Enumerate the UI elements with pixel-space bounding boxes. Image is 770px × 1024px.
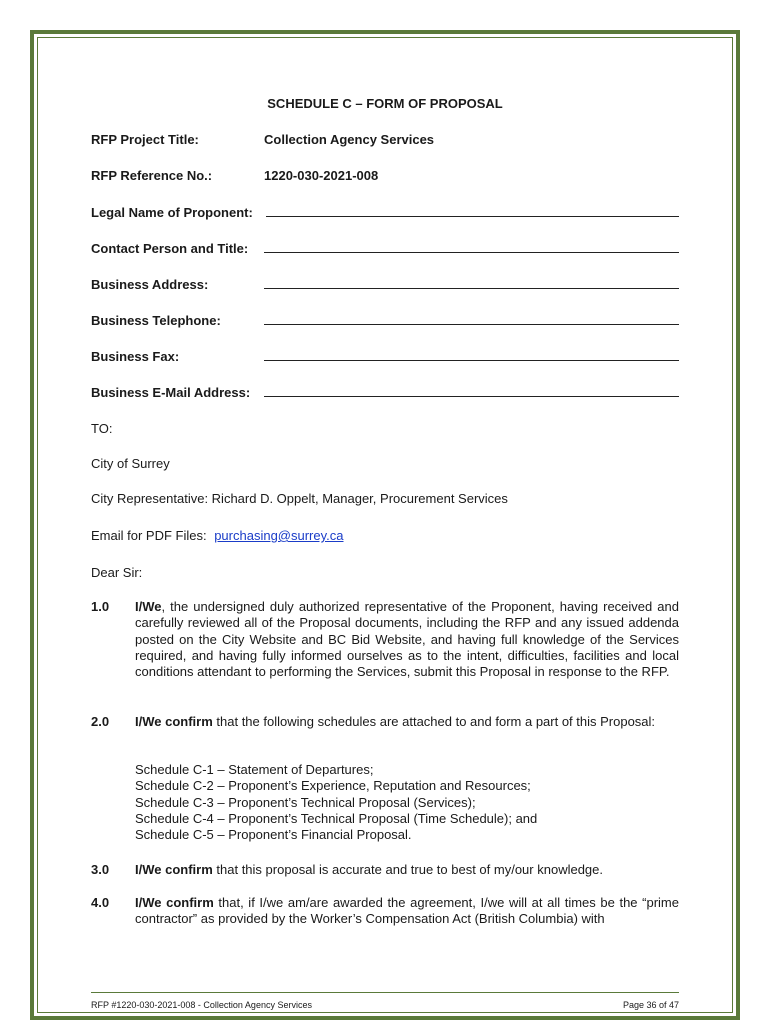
legal-name-field[interactable] xyxy=(266,216,679,217)
document-title: SCHEDULE C – FORM OF PROPOSAL xyxy=(267,96,503,111)
legal-name-label: Legal Name of Proponent: xyxy=(91,205,253,220)
schedule-item: Schedule C-2 – Proponent’s Experience, Reputation and Resources; xyxy=(135,778,531,794)
item-2-number: 2.0 xyxy=(91,714,110,729)
item-4-number: 4.0 xyxy=(91,895,110,910)
reference-value: 1220-030-2021-008 xyxy=(264,168,379,183)
schedule-item: Schedule C-3 – Proponent’s Technical Proposal (Services); xyxy=(135,794,476,810)
address-field[interactable] xyxy=(264,288,679,289)
schedule-item: Schedule C-1 – Statement of Departures; xyxy=(135,762,374,777)
project-title-value: Collection Agency Services xyxy=(264,132,435,147)
footer-divider xyxy=(91,992,679,993)
email-label: Business E-Mail Address: xyxy=(91,385,251,400)
email-pdf-link[interactable]: purchasing@surrey.ca xyxy=(214,528,344,543)
item-1-number: 1.0 xyxy=(91,599,110,614)
footer-page-number: Page 36 of 47 xyxy=(622,1000,679,1010)
item-1-bold: I/We xyxy=(135,599,162,614)
item-4-text xyxy=(135,895,679,928)
item-3-text xyxy=(135,862,679,878)
item-3-body: that this proposal is accurate and true to best of my/our knowledge. xyxy=(212,862,603,877)
fax-field[interactable] xyxy=(264,360,679,361)
item-3-bold: I/We confirm xyxy=(135,862,213,877)
fax-label: Business Fax: xyxy=(91,349,180,364)
schedule-item: Schedule C-5 – Proponent’s Financial Proposal. xyxy=(135,827,412,843)
item-2-bold: I/We confirm xyxy=(135,714,213,729)
contact-field[interactable] xyxy=(264,252,679,253)
item-2-text xyxy=(135,714,679,730)
salutation: Dear Sir: xyxy=(91,565,143,580)
item-1-text xyxy=(135,599,679,680)
reference-label: RFP Reference No.: xyxy=(91,168,213,183)
item-4-bold: I/We confirm xyxy=(135,895,214,910)
city-representative: City Representative: Richard D. Oppelt, Manager, Procurement Services xyxy=(91,491,508,506)
contact-label: Contact Person and Title: xyxy=(91,241,249,256)
address-label: Business Address: xyxy=(91,277,209,292)
project-title-label: RFP Project Title: xyxy=(91,132,199,147)
telephone-field[interactable] xyxy=(264,324,679,325)
schedule-item: Schedule C-4 – Proponent’s Technical Proposal (Time Schedule); and xyxy=(135,810,538,826)
to-label: TO: xyxy=(91,421,113,436)
email-pdf-label: Email for PDF Files: xyxy=(91,528,207,543)
item-2-body: that the following schedules are attached to and form a part of this Proposal: xyxy=(212,714,656,729)
item-3-number: 3.0 xyxy=(91,862,110,877)
schedule-list xyxy=(135,762,537,843)
item-4-body: that, if I/we am/are awarded the agreement, I/we will at all times be the “prime contractor” as provided by the Worker’s Compensation Act (British Columbia) with xyxy=(135,895,679,927)
telephone-label: Business Telephone: xyxy=(91,313,221,328)
city-name: City of Surrey xyxy=(91,456,170,471)
email-pdf-line xyxy=(91,528,344,543)
footer-left: RFP #1220-030-2021-008 - Collection Agency Services xyxy=(91,1000,312,1010)
item-1-body: , the undersigned duly authorized representative of the Proponent, having received and carefully reviewed all of the Proposal documents, including the RFP and any issued addenda posted on the City Website and BC Bid Website, and having full knowledge of the Services required, and having fully informed ourselves as to the intent, difficulties, facilities and local conditions attendant to performing the Services, submit this Proposal in response to the RFP. xyxy=(135,599,679,680)
email-field[interactable] xyxy=(264,396,679,397)
